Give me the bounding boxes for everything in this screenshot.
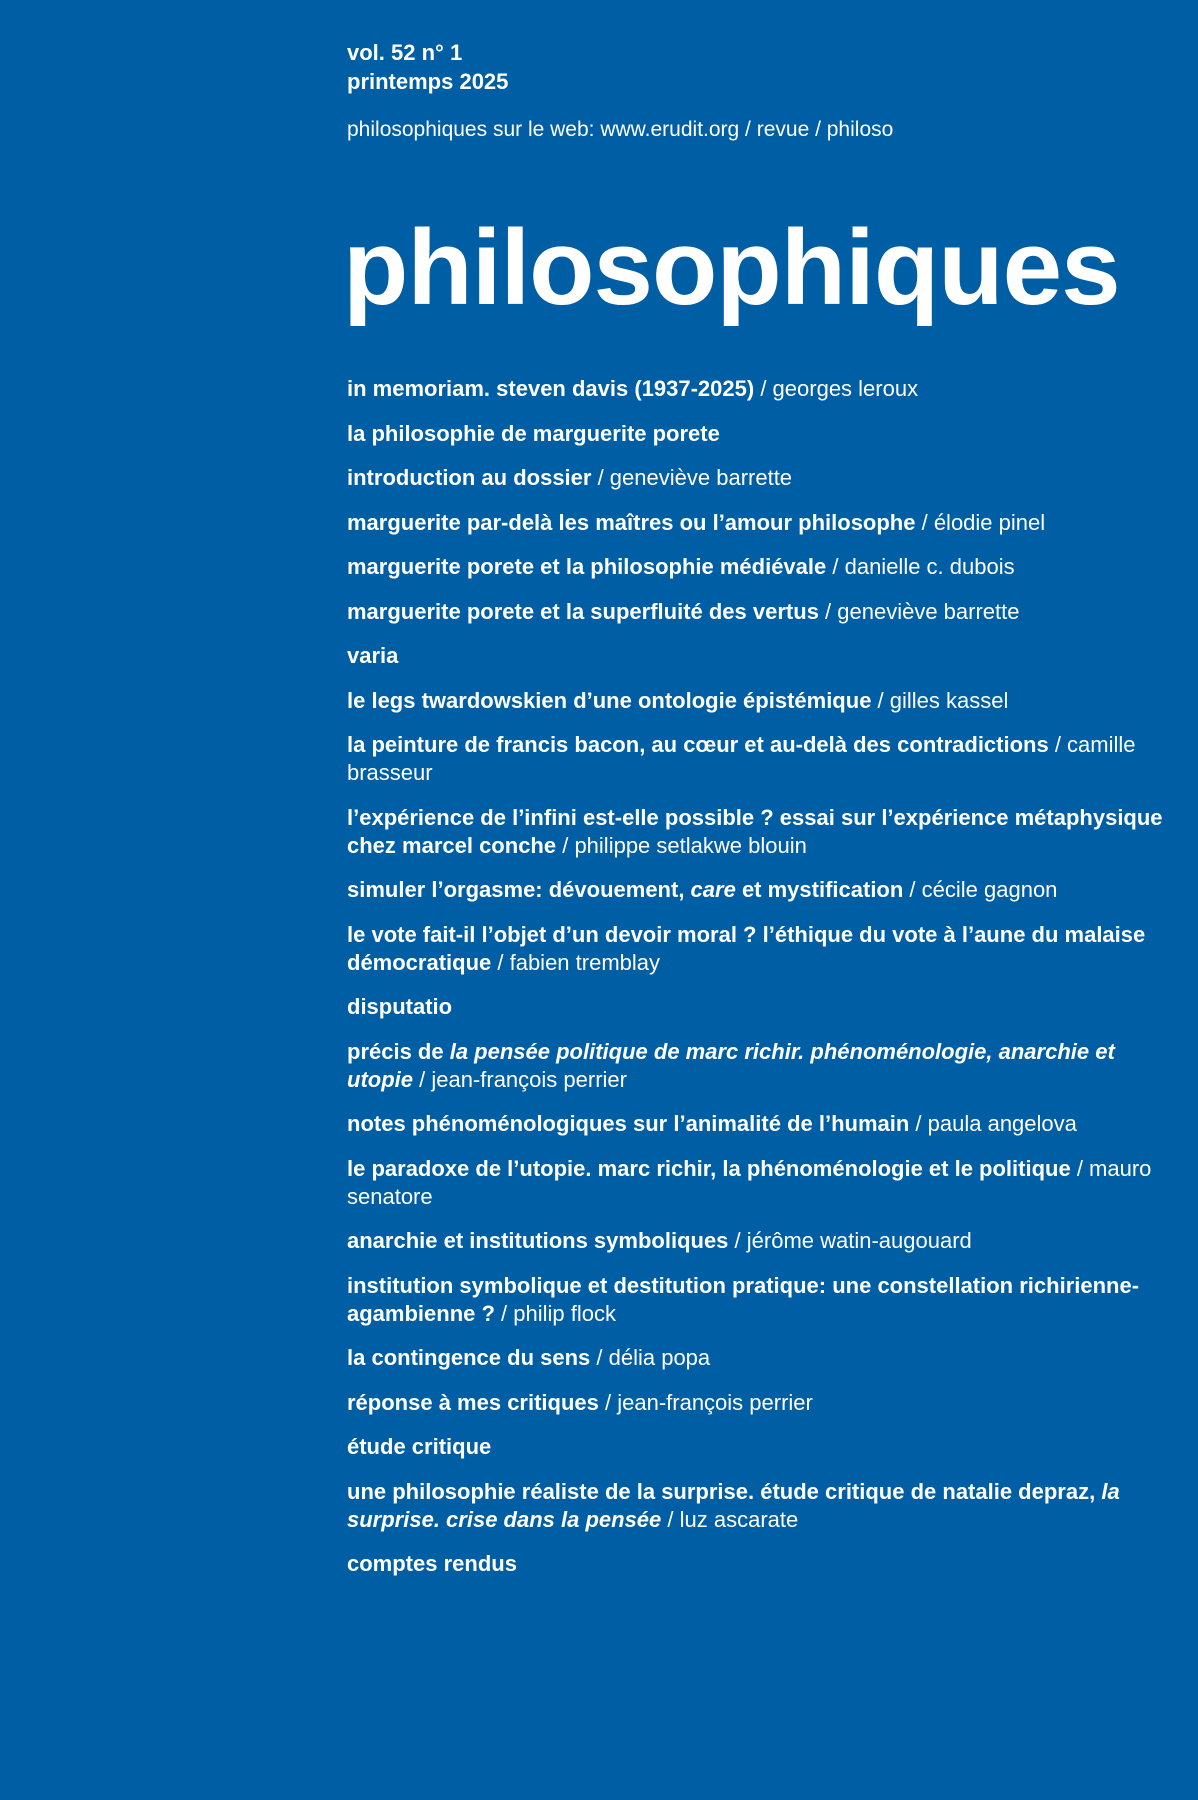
toc-title: la peinture de francis bacon, au cœur et au-delà des contradictions (347, 732, 1049, 757)
toc-author: / camille brasseur (347, 732, 1136, 785)
toc-item (347, 921, 1167, 977)
toc-item (347, 1155, 1167, 1211)
toc-title: l’expérience de l’infini est-elle possible ? essai sur l’expérience métaphysique chez marcel conche (347, 804, 1163, 858)
toc-title: comptes rendus (347, 1551, 517, 1576)
toc-title: introduction au dossier (347, 465, 592, 490)
issue-season: printemps 2025 (347, 69, 509, 94)
toc-author: / gilles kassel (871, 687, 1009, 713)
toc-author: / mauro senatore (347, 1155, 1152, 1209)
toc-item (347, 876, 1167, 904)
toc-section-heading (347, 1550, 1167, 1578)
toc-item (347, 1110, 1167, 1138)
toc-title: marguerite porete et la philosophie médiévale (347, 554, 827, 579)
toc-title: réponse à mes critiques (347, 1389, 599, 1415)
toc-item (347, 1038, 1167, 1094)
issue-number: vol. 52 n° 1 (347, 40, 463, 65)
toc-title-italic: care (690, 877, 736, 902)
toc-item (347, 1344, 1167, 1372)
toc-title (347, 877, 903, 902)
toc-title: marguerite porete et la superfluité des vertus (347, 598, 819, 624)
toc-item (347, 375, 1167, 403)
toc-title: notes phénoménologiques sur l’animalité de l’humain (347, 1111, 910, 1136)
toc-author: / geneviève barrette (591, 465, 793, 490)
toc-title: varia (347, 643, 399, 668)
toc-author: / cécile gagnon (903, 877, 1058, 902)
toc-title: le legs twardowskien d’une ontologie épistémique (347, 687, 872, 713)
toc-title-italic: la surprise. crise dans la pensée (347, 1478, 1120, 1532)
toc-title: in memoriam. steven davis (1937-2025) (347, 376, 755, 401)
toc-section-heading (347, 420, 1167, 448)
toc-author: / luz ascarate (661, 1506, 799, 1532)
toc-section-heading (347, 642, 1167, 670)
table-of-contents (347, 375, 1177, 1578)
toc-author: / jérôme watin-augouard (728, 1228, 972, 1253)
toc-author: / élodie pinel (915, 509, 1046, 535)
toc-item (347, 1272, 1167, 1328)
toc-title-part: précis de (347, 1038, 450, 1064)
toc-item (347, 804, 1167, 860)
toc-author: / paula angelova (909, 1111, 1077, 1136)
toc-title: anarchie et institutions symboliques (347, 1228, 729, 1253)
toc-item (347, 509, 1167, 537)
toc-item (347, 464, 1167, 492)
toc-item (347, 731, 1167, 787)
toc-author: / philip flock (494, 1300, 616, 1326)
toc-title: la contingence du sens (347, 1345, 591, 1370)
toc-item (347, 553, 1167, 581)
toc-item (347, 1478, 1167, 1534)
toc-author: / danielle c. dubois (826, 554, 1015, 579)
toc-title-italic: la pensée politique de marc richir. phénoménologie, anarchie et utopie (347, 1038, 1115, 1092)
toc-title: disputatio (347, 994, 453, 1019)
toc-title: étude critique (347, 1434, 492, 1459)
toc-title: institution symbolique et destitution pratique: une constellation richirienne-agambienne ? (347, 1272, 1140, 1326)
toc-title: le vote fait-il l’objet d’un devoir moral ? l’éthique du vote à l’aune du malaise démocratique (347, 921, 1146, 975)
toc-author: / délia popa (590, 1345, 711, 1370)
toc-author: / fabien tremblay (491, 949, 661, 975)
toc-title: le paradoxe de l’utopie. marc richir, la phénoménologie et le politique (347, 1155, 1071, 1181)
toc-author: / jean-françois perrier (598, 1389, 813, 1415)
toc-author: / philippe setlakwe blouin (556, 832, 807, 858)
toc-item (347, 598, 1167, 626)
toc-title-part: une philosophie réaliste de la surprise. étude critique de natalie depraz, (347, 1478, 1102, 1504)
cover-content (343, 38, 1177, 1595)
toc-author: / geneviève barrette (818, 598, 1020, 624)
toc-author: / jean-françois perrier (413, 1066, 627, 1092)
toc-author: / georges leroux (754, 376, 919, 401)
journal-title: philosophiques (343, 207, 1120, 327)
toc-title: la philosophie de marguerite porete (347, 420, 720, 446)
toc-title-part: simuler l’orgasme: dévouement, (347, 877, 691, 902)
toc-item (347, 687, 1167, 715)
website-line: philosophiques sur le web: www.erudit.org / revue / philoso (347, 118, 894, 141)
toc-title: marguerite par-delà les maîtres ou l’amour philosophe (347, 509, 916, 535)
toc-section-heading (347, 993, 1167, 1021)
toc-title-part: et mystification (735, 877, 904, 902)
toc-item (347, 1389, 1167, 1417)
toc-item (347, 1227, 1167, 1255)
toc-section-heading (347, 1433, 1167, 1461)
